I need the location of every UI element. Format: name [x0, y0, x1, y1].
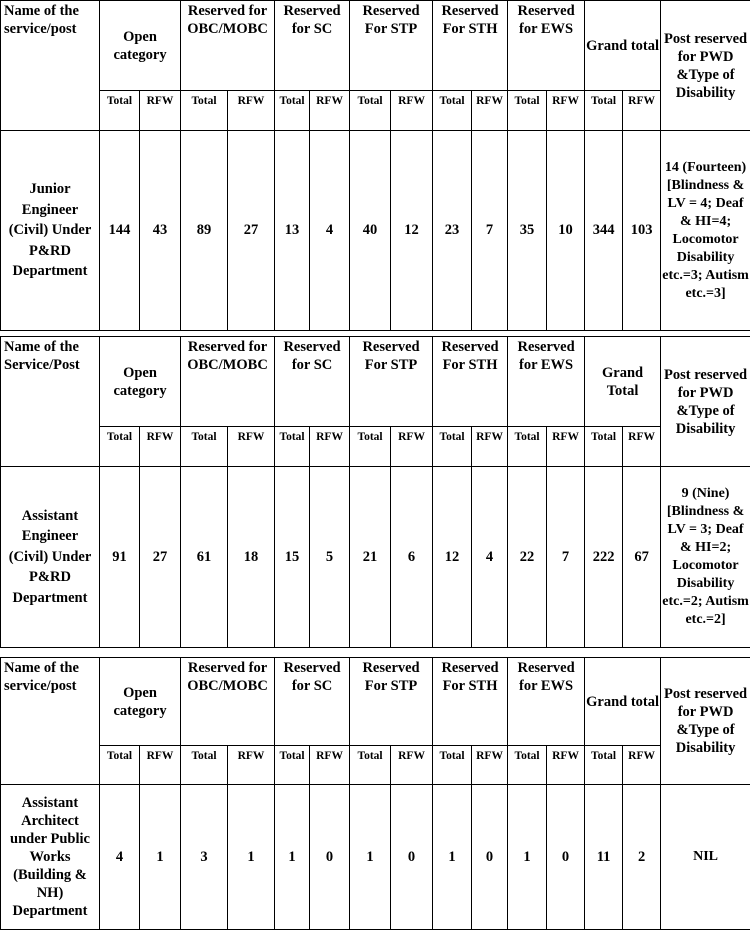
sc-header: Reserved for SC	[275, 1, 350, 91]
reservation-table-1	[0, 0, 750, 331]
obc-total-cell: 3	[181, 785, 228, 930]
table-row	[1, 785, 750, 930]
total-subheader: Total	[585, 427, 623, 467]
sth-total-cell: 12	[433, 467, 472, 648]
reservation-table-2	[0, 336, 750, 648]
sth-rfw-cell: 7	[472, 131, 508, 331]
pwd-cell: 14 (Fourteen) [Blindness & LV = 4; Deaf & HI=4; Locomotor Disability etc.=3; Autism etc.=3]	[661, 131, 750, 331]
ews-total-cell: 35	[508, 131, 547, 331]
sth-rfw-cell: 0	[472, 785, 508, 930]
total-subheader: Total	[181, 746, 228, 785]
service-name-header: Name of the service/post	[1, 1, 100, 131]
pwd-cell: 9 (Nine) [Blindness & LV = 3; Deaf & HI=2; Locomotor Disability etc.=2; Autism etc.=2]	[661, 467, 750, 648]
service-name-cell: Junior Engineer (Civil) Under P&RD Department	[1, 131, 100, 331]
sth-header: Reserved For STH	[433, 1, 508, 91]
open-category-header: Open category	[100, 658, 181, 746]
total-subheader: Total	[350, 91, 391, 131]
stp-header: Reserved For STP	[350, 658, 433, 746]
stp-rfw-cell: 12	[391, 131, 433, 331]
obc-rfw-cell: 27	[228, 131, 275, 331]
rfw-subheader: RFW	[547, 746, 585, 785]
ews-total-cell: 1	[508, 785, 547, 930]
pwd-cell: NIL	[661, 785, 750, 930]
total-subheader: Total	[100, 91, 140, 131]
grand-total-cell: 222	[585, 467, 623, 648]
open-rfw-cell: 1	[140, 785, 181, 930]
sth-rfw-cell: 4	[472, 467, 508, 648]
rfw-subheader: RFW	[391, 427, 433, 467]
total-subheader: Total	[585, 91, 623, 131]
sc-rfw-cell: 0	[310, 785, 350, 930]
total-subheader: Total	[181, 427, 228, 467]
rfw-subheader: RFW	[623, 746, 661, 785]
grand-total-cell: 344	[585, 131, 623, 331]
stp-header: Reserved For STP	[350, 337, 433, 427]
obc-total-cell: 61	[181, 467, 228, 648]
obc-total-cell: 89	[181, 131, 228, 331]
total-subheader: Total	[181, 91, 228, 131]
open-total-cell: 4	[100, 785, 140, 930]
rfw-subheader: RFW	[310, 91, 350, 131]
rfw-subheader: RFW	[472, 91, 508, 131]
rfw-subheader: RFW	[623, 427, 661, 467]
open-rfw-cell: 43	[140, 131, 181, 331]
sc-total-cell: 15	[275, 467, 310, 648]
rfw-subheader: RFW	[228, 427, 275, 467]
rfw-subheader: RFW	[623, 91, 661, 131]
pwd-header: Post reserved for PWD &Type of Disability	[661, 337, 750, 467]
ews-rfw-cell: 10	[547, 131, 585, 331]
open-rfw-cell: 27	[140, 467, 181, 648]
grand-rfw-cell: 103	[623, 131, 661, 331]
stp-total-cell: 1	[350, 785, 391, 930]
rfw-subheader: RFW	[310, 746, 350, 785]
rfw-subheader: RFW	[140, 746, 181, 785]
sth-header: Reserved For STH	[433, 658, 508, 746]
grand-total-header: Grand total	[585, 1, 661, 91]
service-name-cell: Assistant Architect under Public Works (Building & NH) Department	[1, 785, 100, 930]
obc-mobc-header: Reserved for OBC/MOBC	[181, 337, 275, 427]
rfw-subheader: RFW	[391, 91, 433, 131]
grand-rfw-cell: 67	[623, 467, 661, 648]
table-row	[1, 131, 750, 331]
rfw-subheader: RFW	[140, 427, 181, 467]
rfw-subheader: RFW	[472, 427, 508, 467]
ews-rfw-cell: 7	[547, 467, 585, 648]
open-category-header: Open category	[100, 337, 181, 427]
ews-header: Reserved for EWS	[508, 658, 585, 746]
total-subheader: Total	[275, 91, 310, 131]
rfw-subheader: RFW	[472, 746, 508, 785]
total-subheader: Total	[433, 91, 472, 131]
total-subheader: Total	[433, 746, 472, 785]
obc-rfw-cell: 18	[228, 467, 275, 648]
table-row	[1, 467, 750, 648]
total-subheader: Total	[100, 746, 140, 785]
sth-total-cell: 23	[433, 131, 472, 331]
total-subheader: Total	[350, 746, 391, 785]
grand-total-header: Grand Total	[585, 337, 661, 427]
total-subheader: Total	[275, 746, 310, 785]
total-subheader: Total	[100, 427, 140, 467]
rfw-subheader: RFW	[547, 91, 585, 131]
stp-total-cell: 40	[350, 131, 391, 331]
total-subheader: Total	[585, 746, 623, 785]
stp-header: Reserved For STP	[350, 1, 433, 91]
sc-rfw-cell: 5	[310, 467, 350, 648]
pwd-header: Post reserved for PWD &Type of Disability	[661, 658, 750, 785]
sth-total-cell: 1	[433, 785, 472, 930]
ews-total-cell: 22	[508, 467, 547, 648]
total-subheader: Total	[433, 427, 472, 467]
rfw-subheader: RFW	[310, 427, 350, 467]
obc-rfw-cell: 1	[228, 785, 275, 930]
pwd-header: Post reserved for PWD &Type of Disability	[661, 1, 750, 131]
total-subheader: Total	[508, 427, 547, 467]
grand-rfw-cell: 2	[623, 785, 661, 930]
rfw-subheader: RFW	[228, 746, 275, 785]
rfw-subheader: RFW	[391, 746, 433, 785]
sc-total-cell: 1	[275, 785, 310, 930]
open-total-cell: 91	[100, 467, 140, 648]
rfw-subheader: RFW	[228, 91, 275, 131]
reservation-table-3	[0, 657, 750, 930]
grand-total-header: Grand total	[585, 658, 661, 746]
service-name-header: Name of the Service/Post	[1, 337, 100, 467]
obc-mobc-header: Reserved for OBC/MOBC	[181, 1, 275, 91]
stp-rfw-cell: 6	[391, 467, 433, 648]
service-name-header: Name of the service/post	[1, 658, 100, 785]
total-subheader: Total	[275, 427, 310, 467]
rfw-subheader: RFW	[547, 427, 585, 467]
open-category-header: Open category	[100, 1, 181, 91]
total-subheader: Total	[508, 91, 547, 131]
service-name-cell: Assistant Engineer (Civil) Under P&RD Department	[1, 467, 100, 648]
rfw-subheader: RFW	[140, 91, 181, 131]
grand-total-cell: 11	[585, 785, 623, 930]
stp-total-cell: 21	[350, 467, 391, 648]
open-total-cell: 144	[100, 131, 140, 331]
ews-rfw-cell: 0	[547, 785, 585, 930]
ews-header: Reserved for EWS	[508, 1, 585, 91]
obc-mobc-header: Reserved for OBC/MOBC	[181, 658, 275, 746]
ews-header: Reserved for EWS	[508, 337, 585, 427]
stp-rfw-cell: 0	[391, 785, 433, 930]
sc-total-cell: 13	[275, 131, 310, 331]
total-subheader: Total	[508, 746, 547, 785]
sc-header: Reserved for SC	[275, 658, 350, 746]
sc-header: Reserved for SC	[275, 337, 350, 427]
sth-header: Reserved For STH	[433, 337, 508, 427]
sc-rfw-cell: 4	[310, 131, 350, 331]
total-subheader: Total	[350, 427, 391, 467]
